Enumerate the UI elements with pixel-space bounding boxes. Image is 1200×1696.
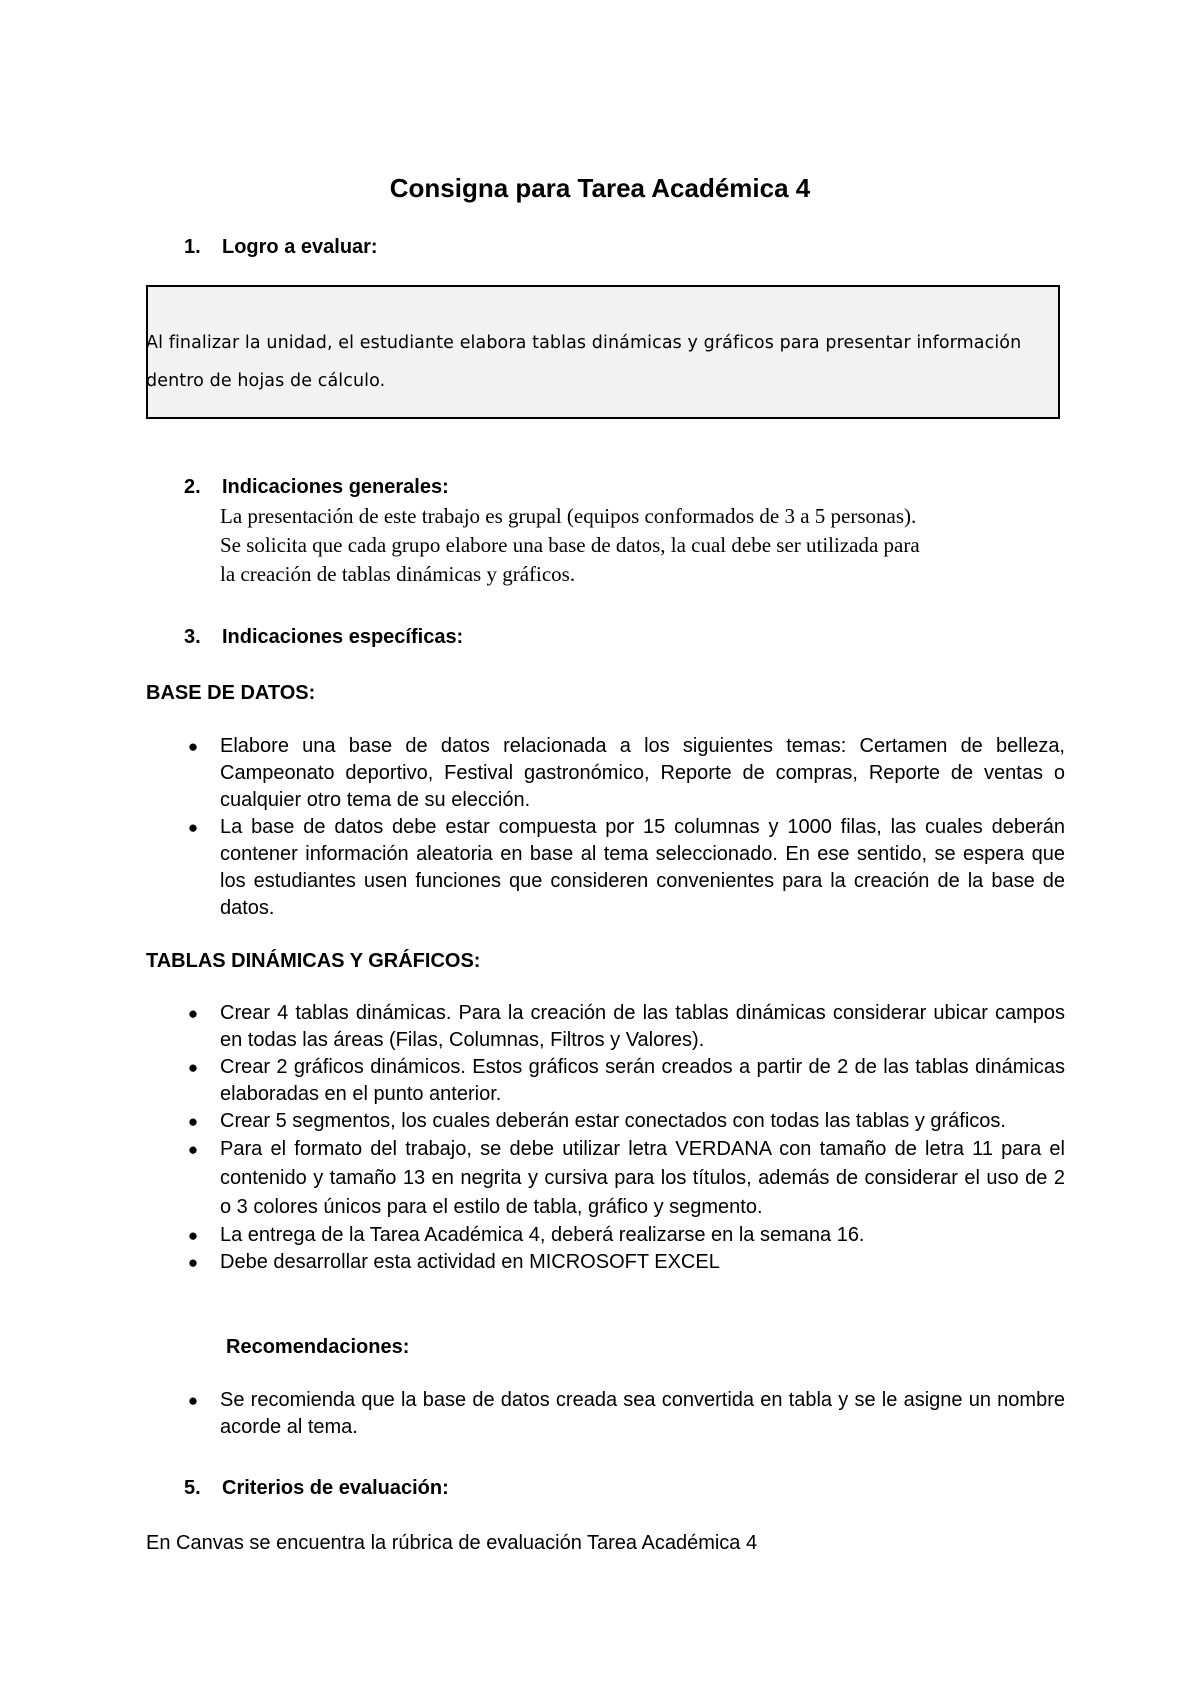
section-2-heading	[184, 474, 449, 500]
base-datos-list	[187, 733, 1065, 922]
tablas-list	[187, 1000, 1065, 1276]
bullet-icon: ●	[187, 1140, 199, 1159]
section-5-heading	[184, 1475, 449, 1501]
section-1-title: Logro a evaluar:	[222, 236, 378, 258]
section-3-heading	[184, 624, 463, 650]
section-2-title: Indicaciones generales:	[222, 476, 449, 498]
section-1-heading	[184, 234, 378, 260]
list-item: ● Crear 4 tablas dinámicas. Para la creación de las tablas dinámicas considerar ubicar campos en todas las áreas (Filas, Columnas, Filtros y Valores).	[220, 1000, 1065, 1054]
list-item: ● Crear 5 segmentos, los cuales deberán estar conectados con todas las tablas y gráficos.	[220, 1108, 1065, 1135]
section-2-number: 2.	[184, 476, 201, 498]
tablas-label: TABLAS DINÁMICAS Y GRÁFICOS:	[146, 950, 481, 972]
recomendaciones-label: Recomendaciones:	[226, 1336, 410, 1358]
bullet-icon: ●	[187, 1112, 199, 1131]
bullet-icon: ●	[187, 1391, 199, 1410]
section-2-line: la creación de tablas dinámicas y gráficos.	[220, 562, 576, 586]
section-2-line: Se solicita que cada grupo elabore una base de datos, la cual debe ser utilizada para	[220, 533, 920, 557]
bullet-icon: ●	[187, 1058, 199, 1077]
section-1-number: 1.	[184, 236, 201, 258]
list-item: ● La base de datos debe estar compuesta por 15 columnas y 1000 filas, las cuales deberán contener información aleatoria en base al tema seleccionado. En ese sentido, se espera que los estudiantes usen funciones que consideren convenientes para la creación de la base de datos.	[220, 814, 1065, 922]
list-item: ● Se recomienda que la base de datos creada sea convertida en tabla y se le asigne un nombre acorde al tema.	[220, 1387, 1065, 1441]
goal-text: Al finalizar la unidad, el estudiante elabora tablas dinámicas y gráficos para presentar información dentro de hojas de cálculo.	[146, 333, 1022, 391]
section-5-number: 5.	[184, 1477, 201, 1499]
list-item: ● Crear 2 gráficos dinámicos. Estos gráficos serán creados a partir de 2 de las tablas dinámicas elaboradas en el punto anterior.	[220, 1054, 1065, 1108]
section-2-body	[220, 502, 1100, 589]
bullet-icon: ●	[187, 737, 199, 756]
section-2-line: La presentación de este trabajo es grupal (equipos conformados de 3 a 5 personas).	[220, 504, 917, 528]
bullet-icon: ●	[187, 1253, 199, 1272]
list-item: ● La entrega de la Tarea Académica 4, deberá realizarse en la semana 16.	[220, 1222, 1065, 1249]
bullet-icon: ●	[187, 818, 199, 837]
bullet-icon: ●	[187, 1004, 199, 1023]
list-item: ● Elabore una base de datos relacionada a los siguientes temas: Certamen de belleza, Campeonato deportivo, Festival gastronómico, Reporte de compras, Reporte de ventas o cualquier otro tema de su elección.	[220, 733, 1065, 814]
goal-box	[146, 285, 1060, 419]
recomendaciones-list	[187, 1387, 1065, 1441]
criterios-text: En Canvas se encuentra la rúbrica de evaluación Tarea Académica 4	[146, 1532, 758, 1554]
bullet-icon: ●	[187, 1226, 199, 1245]
list-item: ● Para el formato del trabajo, se debe utilizar letra VERDANA con tamaño de letra 11 para el contenido y tamaño 13 en negrita y cursiva para los títulos, además de considerar el uso de 2 o 3 colores únicos para el estilo de tabla, gráfico y segmento.	[220, 1135, 1065, 1222]
base-datos-label: BASE DE DATOS:	[146, 682, 316, 704]
list-item: ● Debe desarrollar esta actividad en MICROSOFT EXCEL	[220, 1249, 1065, 1276]
page-title: Consigna para Tarea Académica 4	[389, 173, 811, 203]
section-3-title: Indicaciones específicas:	[222, 626, 464, 648]
section-3-number: 3.	[184, 626, 201, 648]
section-5-title: Criterios de evaluación:	[222, 1477, 449, 1499]
